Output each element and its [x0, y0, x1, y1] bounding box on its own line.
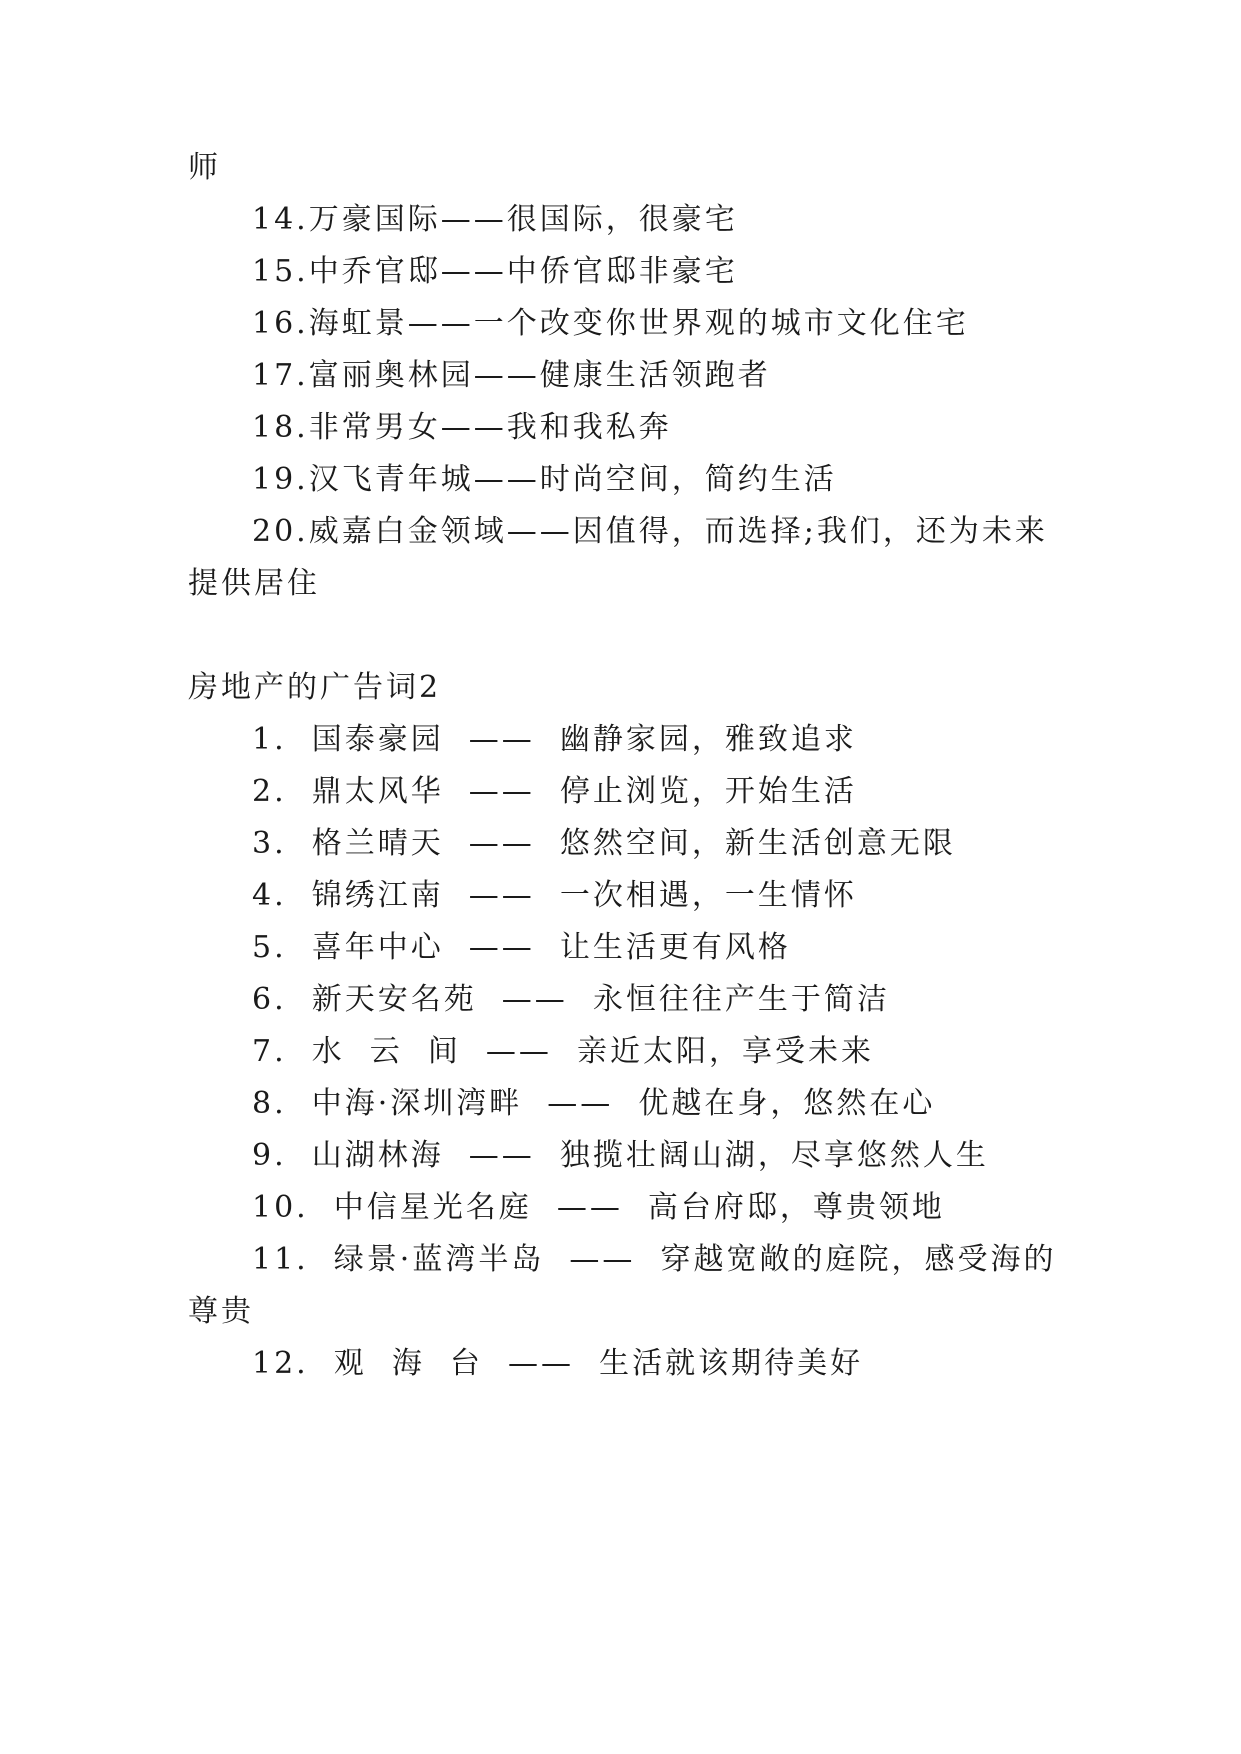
- list-item: 10. 中信星光名庭 —— 高台府邸，尊贵领地: [252, 1190, 945, 1225]
- list-item: 20.威嘉白金领域——因值得，而选择;我们，还为未来: [252, 514, 1048, 549]
- list-item: 6. 新天安名苑 —— 永恒往往产生于简洁: [252, 982, 890, 1017]
- list-item-continuation: 尊贵: [188, 1294, 254, 1329]
- list-item: 5. 喜年中心 —— 让生活更有风格: [252, 930, 791, 965]
- list-item: 17.富丽奥林园——健康生活领跑者: [252, 358, 771, 393]
- section-title: 房地产的广告词2: [188, 670, 442, 705]
- list-item: 3. 格兰晴天 —— 悠然空间，新生活创意无限: [252, 826, 956, 861]
- list-item: 19.汉飞青年城——时尚空间，简约生活: [252, 462, 837, 497]
- list-item: 15.中乔官邸——中侨官邸非豪宅: [252, 254, 738, 289]
- list-item: 9. 山湖林海 —— 独揽壮阔山湖，尽享悠然人生: [252, 1138, 989, 1173]
- list-item: 14.万豪国际——很国际，很豪宅: [252, 202, 738, 237]
- list-item-continuation: 提供居住: [188, 566, 320, 601]
- list-item: 12. 观 海 台 —— 生活就该期待美好: [252, 1346, 864, 1381]
- text-line: 师: [188, 150, 221, 185]
- list-item: 8. 中海·深圳湾畔 —— 优越在身，悠然在心: [252, 1086, 936, 1121]
- list-item: 16.海虹景——一个改变你世界观的城市文化住宅: [252, 306, 969, 341]
- list-item: 1. 国泰豪园 —— 幽静家园，雅致追求: [252, 722, 857, 757]
- list-item: 2. 鼎太风华 —— 停止浏览，开始生活: [252, 774, 857, 809]
- list-item: 7. 水 云 间 —— 亲近太阳，享受未来: [252, 1034, 874, 1069]
- list-item: 18.非常男女——我和我私奔: [252, 410, 672, 445]
- list-item: 11. 绿景·蓝湾半岛 —— 穿越宽敞的庭院，感受海的: [252, 1242, 1057, 1277]
- list-item: 4. 锦绣江南 —— 一次相遇，一生情怀: [252, 878, 857, 913]
